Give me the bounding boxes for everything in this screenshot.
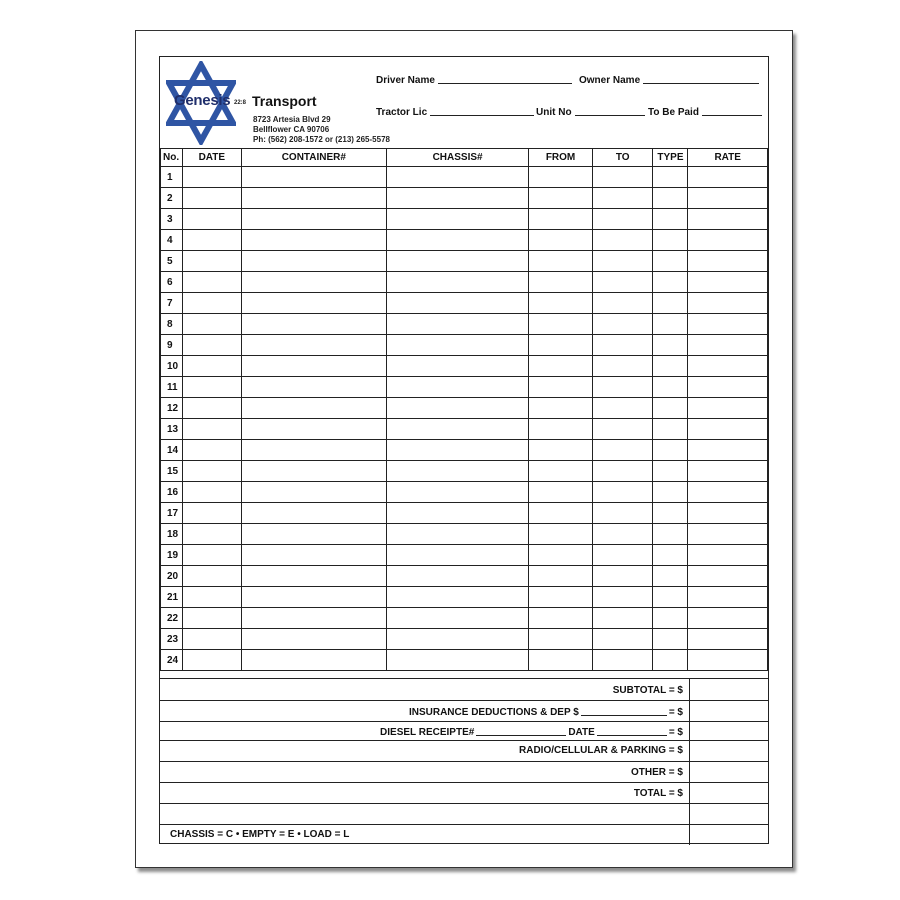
to-be-paid-label: To Be Paid <box>648 107 699 118</box>
owner-name-line[interactable] <box>643 82 759 84</box>
table-cell[interactable] <box>653 188 688 209</box>
row-number: 20 <box>161 566 183 587</box>
row-number: 2 <box>161 188 183 209</box>
row-number: 11 <box>161 377 183 398</box>
table-cell[interactable] <box>529 335 593 356</box>
table-row <box>161 503 768 524</box>
table-cell[interactable] <box>688 188 768 209</box>
table-row <box>161 587 768 608</box>
table-cell[interactable] <box>688 608 768 629</box>
table-cell[interactable] <box>529 461 593 482</box>
table-cell[interactable] <box>592 650 653 671</box>
table-cell[interactable] <box>529 524 593 545</box>
row-number: 13 <box>161 419 183 440</box>
table-cell[interactable] <box>529 440 593 461</box>
table-cell[interactable] <box>653 167 688 188</box>
table-row <box>161 482 768 503</box>
table-cell[interactable] <box>241 461 386 482</box>
table-cell[interactable] <box>653 272 688 293</box>
row-number: 16 <box>161 482 183 503</box>
table-cell[interactable] <box>529 188 593 209</box>
table-cell[interactable] <box>529 293 593 314</box>
table-cell[interactable] <box>653 356 688 377</box>
table-cell[interactable] <box>241 482 386 503</box>
table-cell[interactable] <box>241 167 386 188</box>
type-legend: CHASSIS = C • EMPTY = E • LOAD = L <box>170 829 350 840</box>
table-cell[interactable] <box>688 461 768 482</box>
table-row <box>161 230 768 251</box>
table-cell[interactable] <box>592 314 653 335</box>
table-cell[interactable] <box>688 272 768 293</box>
table-cell[interactable] <box>529 419 593 440</box>
table-cell[interactable] <box>182 335 241 356</box>
table-cell[interactable] <box>653 293 688 314</box>
table-cell[interactable] <box>386 461 528 482</box>
row-number: 4 <box>161 230 183 251</box>
table-cell[interactable] <box>182 272 241 293</box>
table-cell[interactable] <box>592 545 653 566</box>
table-row <box>161 398 768 419</box>
table-header-row <box>161 149 768 167</box>
tractor-lic-line[interactable] <box>430 114 534 116</box>
table-row <box>161 356 768 377</box>
table-cell[interactable] <box>386 272 528 293</box>
table-cell[interactable] <box>592 167 653 188</box>
column-header-container: CONTAINER# <box>241 149 386 167</box>
table-cell[interactable] <box>241 440 386 461</box>
table-cell[interactable] <box>182 230 241 251</box>
table-row <box>161 524 768 545</box>
owner-name-field[interactable] <box>579 75 759 86</box>
table-cell[interactable] <box>529 314 593 335</box>
table-cell[interactable] <box>688 482 768 503</box>
table-cell[interactable] <box>182 566 241 587</box>
table-cell[interactable] <box>241 419 386 440</box>
table-cell[interactable] <box>688 524 768 545</box>
table-cell[interactable] <box>529 587 593 608</box>
table-cell[interactable] <box>386 524 528 545</box>
table-cell[interactable] <box>592 335 653 356</box>
table-cell[interactable] <box>241 188 386 209</box>
table-cell[interactable] <box>592 209 653 230</box>
unit-no-label: Unit No <box>536 107 572 118</box>
table-cell[interactable] <box>529 650 593 671</box>
table-cell[interactable] <box>653 251 688 272</box>
table-cell[interactable] <box>241 629 386 650</box>
company-version: 22:8 <box>234 100 247 106</box>
table-cell[interactable] <box>592 524 653 545</box>
table-cell[interactable] <box>182 251 241 272</box>
table-cell[interactable] <box>182 209 241 230</box>
table-row <box>161 629 768 650</box>
table-cell[interactable] <box>653 524 688 545</box>
table-cell[interactable] <box>182 167 241 188</box>
radio-row <box>160 740 768 761</box>
table-cell[interactable] <box>688 398 768 419</box>
table-cell[interactable] <box>182 545 241 566</box>
driver-name-label: Driver Name <box>376 75 435 86</box>
table-row <box>161 293 768 314</box>
to-be-paid-line[interactable] <box>702 114 762 116</box>
row-number: 8 <box>161 314 183 335</box>
table-cell[interactable] <box>386 398 528 419</box>
insurance-line[interactable] <box>581 715 667 716</box>
table-cell[interactable] <box>182 524 241 545</box>
row-number: 22 <box>161 608 183 629</box>
table-cell[interactable] <box>386 440 528 461</box>
table-cell[interactable] <box>592 566 653 587</box>
row-number: 9 <box>161 335 183 356</box>
table-row <box>161 461 768 482</box>
table-cell[interactable] <box>653 419 688 440</box>
table-cell[interactable] <box>241 398 386 419</box>
other-label: OTHER = $ <box>631 767 683 778</box>
table-cell[interactable] <box>182 188 241 209</box>
table-row <box>161 545 768 566</box>
table-cell[interactable] <box>182 587 241 608</box>
table-cell[interactable] <box>386 167 528 188</box>
table-cell[interactable] <box>529 482 593 503</box>
table-cell[interactable] <box>529 503 593 524</box>
column-header-type: TYPE <box>653 149 688 167</box>
table-cell[interactable] <box>386 608 528 629</box>
table-cell[interactable] <box>688 650 768 671</box>
table-cell[interactable] <box>241 650 386 671</box>
table-cell[interactable] <box>592 587 653 608</box>
total-label: TOTAL = $ <box>633 788 683 799</box>
company-name-genesis: Genesis <box>174 92 231 109</box>
row-number: 21 <box>161 587 183 608</box>
table-cell[interactable] <box>592 188 653 209</box>
driver-name-field[interactable] <box>376 75 572 86</box>
table-cell[interactable] <box>182 314 241 335</box>
insurance-row <box>160 700 768 721</box>
diesel-suffix: = $ <box>668 727 683 738</box>
table-cell[interactable] <box>688 587 768 608</box>
column-header-from: FROM <box>529 149 593 167</box>
row-number: 18 <box>161 524 183 545</box>
table-cell[interactable] <box>529 566 593 587</box>
table-cell[interactable] <box>386 377 528 398</box>
table-cell[interactable] <box>592 503 653 524</box>
table-cell[interactable] <box>592 398 653 419</box>
table-cell[interactable] <box>653 209 688 230</box>
table-row <box>161 251 768 272</box>
table-cell[interactable] <box>529 377 593 398</box>
table-row <box>161 608 768 629</box>
table-cell[interactable] <box>529 209 593 230</box>
column-header-date: DATE <box>182 149 241 167</box>
column-header-no: No. <box>161 149 183 167</box>
table-cell[interactable] <box>182 503 241 524</box>
table-cell[interactable] <box>688 230 768 251</box>
form-border <box>159 56 769 844</box>
diesel-date-line[interactable] <box>597 735 667 736</box>
table-cell[interactable] <box>653 377 688 398</box>
table-cell[interactable] <box>592 293 653 314</box>
table-cell[interactable] <box>688 356 768 377</box>
table-row <box>161 209 768 230</box>
table-cell[interactable] <box>529 398 593 419</box>
table-cell[interactable] <box>386 209 528 230</box>
table-cell[interactable] <box>182 440 241 461</box>
table-cell[interactable] <box>688 629 768 650</box>
table-cell[interactable] <box>592 356 653 377</box>
table-cell[interactable] <box>688 167 768 188</box>
table-cell[interactable] <box>529 545 593 566</box>
table-cell[interactable] <box>241 377 386 398</box>
table-cell[interactable] <box>653 482 688 503</box>
table-cell[interactable] <box>529 356 593 377</box>
table-row <box>161 188 768 209</box>
company-address-line2: Bellflower CA 90706 <box>253 125 330 134</box>
row-number: 5 <box>161 251 183 272</box>
unit-no-line[interactable] <box>575 114 645 116</box>
table-cell[interactable] <box>529 230 593 251</box>
summary-section <box>160 678 768 845</box>
table-cell[interactable] <box>241 209 386 230</box>
table-cell[interactable] <box>529 272 593 293</box>
diesel-prefix: DIESEL RECEIPTE# <box>380 727 475 738</box>
table-row <box>161 167 768 188</box>
table-row <box>161 335 768 356</box>
table-cell[interactable] <box>386 314 528 335</box>
row-number: 1 <box>161 167 183 188</box>
table-cell[interactable] <box>386 230 528 251</box>
table-cell[interactable] <box>386 356 528 377</box>
table-cell[interactable] <box>182 482 241 503</box>
table-cell[interactable] <box>241 356 386 377</box>
company-address-line1: 8723 Artesia Blvd 29 <box>253 115 331 124</box>
table-cell[interactable] <box>653 440 688 461</box>
table-cell[interactable] <box>592 482 653 503</box>
table-cell[interactable] <box>182 461 241 482</box>
table-cell[interactable] <box>653 629 688 650</box>
table-row <box>161 566 768 587</box>
table-cell[interactable] <box>182 356 241 377</box>
table-cell[interactable] <box>241 566 386 587</box>
row-number: 6 <box>161 272 183 293</box>
table-cell[interactable] <box>688 251 768 272</box>
table-cell[interactable] <box>653 608 688 629</box>
column-header-chassis: CHASSIS# <box>386 149 528 167</box>
row-number: 12 <box>161 398 183 419</box>
table-cell[interactable] <box>386 335 528 356</box>
table-cell[interactable] <box>386 503 528 524</box>
table-cell[interactable] <box>688 503 768 524</box>
table-cell[interactable] <box>688 377 768 398</box>
diesel-date-label: DATE <box>568 727 595 738</box>
diesel-label <box>380 727 683 738</box>
insurance-suffix: = $ <box>668 707 683 718</box>
table-cell[interactable] <box>688 440 768 461</box>
table-cell[interactable] <box>241 314 386 335</box>
diesel-row <box>160 721 768 740</box>
table-cell[interactable] <box>386 545 528 566</box>
trip-log-table <box>160 148 768 671</box>
column-header-rate: RATE <box>688 149 768 167</box>
table-cell[interactable] <box>182 419 241 440</box>
table-cell[interactable] <box>182 398 241 419</box>
tractor-lic-label: Tractor Lic <box>376 107 428 118</box>
company-name-transport: Transport <box>252 93 317 109</box>
table-cell[interactable] <box>653 587 688 608</box>
table-cell[interactable] <box>688 293 768 314</box>
table-cell[interactable] <box>653 650 688 671</box>
form-sheet <box>135 30 793 868</box>
column-header-to: TO <box>592 149 653 167</box>
company-phone: Ph: (562) 208-1572 or (213) 265-5578 <box>253 135 390 144</box>
row-number: 23 <box>161 629 183 650</box>
table-cell[interactable] <box>529 608 593 629</box>
table-cell[interactable] <box>241 251 386 272</box>
table-cell[interactable] <box>182 650 241 671</box>
table-cell[interactable] <box>653 503 688 524</box>
driver-name-line[interactable] <box>438 82 572 84</box>
table-cell[interactable] <box>653 230 688 251</box>
table-cell[interactable] <box>386 188 528 209</box>
table-cell[interactable] <box>386 629 528 650</box>
table-cell[interactable] <box>241 503 386 524</box>
table-cell[interactable] <box>386 293 528 314</box>
table-cell[interactable] <box>182 629 241 650</box>
table-cell[interactable] <box>653 566 688 587</box>
row-number: 17 <box>161 503 183 524</box>
radio-label: RADIO/CELLULAR & PARKING = $ <box>519 745 683 756</box>
table-cell[interactable] <box>529 251 593 272</box>
table-row <box>161 440 768 461</box>
table-cell[interactable] <box>386 566 528 587</box>
table-cell[interactable] <box>241 608 386 629</box>
table-row <box>161 419 768 440</box>
table-cell[interactable] <box>182 293 241 314</box>
row-number: 19 <box>161 545 183 566</box>
table-cell[interactable] <box>529 167 593 188</box>
table-cell[interactable] <box>592 461 653 482</box>
table-cell[interactable] <box>592 440 653 461</box>
table-cell[interactable] <box>241 272 386 293</box>
table-cell[interactable] <box>241 587 386 608</box>
table-cell[interactable] <box>241 524 386 545</box>
table-cell[interactable] <box>241 335 386 356</box>
table-cell[interactable] <box>592 251 653 272</box>
table-cell[interactable] <box>653 335 688 356</box>
table-cell[interactable] <box>688 335 768 356</box>
table-cell[interactable] <box>592 377 653 398</box>
table-cell[interactable] <box>386 482 528 503</box>
table-cell[interactable] <box>653 461 688 482</box>
row-number: 14 <box>161 440 183 461</box>
insurance-label <box>409 707 683 718</box>
table-cell[interactable] <box>386 419 528 440</box>
row-number: 10 <box>161 356 183 377</box>
row-number: 7 <box>161 293 183 314</box>
table-cell[interactable] <box>386 650 528 671</box>
row-number: 15 <box>161 461 183 482</box>
table-cell[interactable] <box>241 545 386 566</box>
tractor-lic-field[interactable] <box>376 107 534 118</box>
table-cell[interactable] <box>688 419 768 440</box>
insurance-prefix: INSURANCE DEDUCTIONS & DEP $ <box>408 707 579 718</box>
other-row <box>160 761 768 782</box>
diesel-receipt-line[interactable] <box>476 735 566 736</box>
table-cell[interactable] <box>241 293 386 314</box>
table-cell[interactable] <box>241 230 386 251</box>
subtotal-row <box>160 678 768 700</box>
table-cell[interactable] <box>386 251 528 272</box>
table-cell[interactable] <box>182 608 241 629</box>
table-row <box>161 314 768 335</box>
table-cell[interactable] <box>592 419 653 440</box>
table-cell[interactable] <box>182 377 241 398</box>
unit-no-field[interactable] <box>536 107 645 118</box>
subtotal-label: SUBTOTAL = $ <box>612 685 683 696</box>
table-cell[interactable] <box>688 209 768 230</box>
table-cell[interactable] <box>529 629 593 650</box>
to-be-paid-field[interactable] <box>648 107 762 118</box>
table-cell[interactable] <box>386 587 528 608</box>
row-number: 3 <box>161 209 183 230</box>
table-row <box>161 650 768 671</box>
table-row <box>161 272 768 293</box>
owner-name-label: Owner Name <box>579 75 641 86</box>
table-cell[interactable] <box>592 230 653 251</box>
table-cell[interactable] <box>592 608 653 629</box>
table-cell[interactable] <box>688 314 768 335</box>
blank-row <box>160 803 768 824</box>
table-cell[interactable] <box>592 272 653 293</box>
table-cell[interactable] <box>653 545 688 566</box>
table-cell[interactable] <box>688 545 768 566</box>
table-row <box>161 377 768 398</box>
table-cell[interactable] <box>653 314 688 335</box>
table-cell[interactable] <box>653 398 688 419</box>
legend-row <box>160 824 768 845</box>
table-cell[interactable] <box>592 629 653 650</box>
total-row <box>160 782 768 803</box>
table-cell[interactable] <box>688 566 768 587</box>
row-number: 24 <box>161 650 183 671</box>
